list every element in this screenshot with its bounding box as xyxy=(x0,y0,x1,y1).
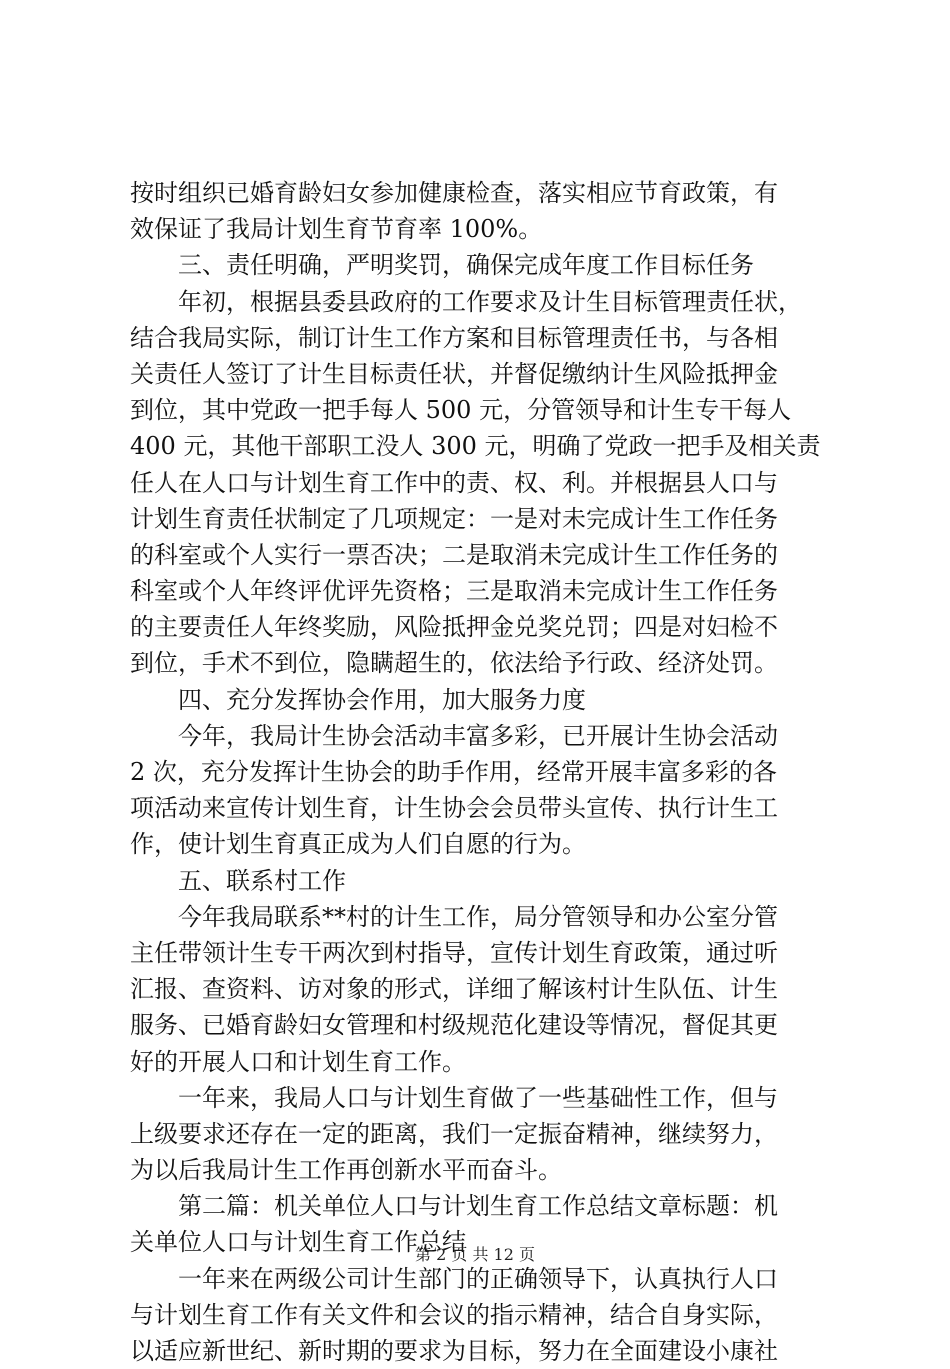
text-line: 的主要责任人年终奖励，风险抵押金兑奖兑罚；四是对妇检不 xyxy=(130,613,778,642)
text-line: 汇报、查资料、访对象的形式，详细了解该村计生队伍、计生 xyxy=(130,975,778,1004)
text-line: 计划生育责任状制定了几项规定：一是对未完成计生工作任务 xyxy=(130,504,778,533)
text-line: 今年，我局计生协会活动丰富多彩，已开展计生协会活动 xyxy=(178,721,778,750)
section-heading: 五、联系村工作 xyxy=(178,866,346,895)
text-line: 2 次，充分发挥计生协会的助手作用，经常开展丰富多彩的各 xyxy=(130,758,777,786)
section-heading: 四、充分发挥协会作用，加大服务力度 xyxy=(178,685,586,714)
text-line: 年初，根据县委县政府的工作要求及计生目标管理责任状， xyxy=(178,287,802,316)
text-line: 效保证了我局计划生育节育率 100%。 xyxy=(130,215,543,244)
text-line: 服务、已婚育龄妇女管理和村级规范化建设等情况，督促其更 xyxy=(130,1011,778,1040)
text-line: 上级要求还存在一定的距离，我们一定振奋精神，继续努力， xyxy=(130,1119,778,1148)
text-line: 到位，手术不到位，隐瞒超生的，依法给予行政、经济处罚。 xyxy=(130,649,778,678)
text-line: 科室或个人年终评优评先资格；三是取消未完成计生工作任务 xyxy=(130,577,778,606)
text-line: 的科室或个人实行一票否决；二是取消未完成计生工作任务的 xyxy=(130,540,778,569)
text-line: 结合我局实际，制订计生工作方案和目标管理责任书，与各相 xyxy=(130,323,778,352)
text-line: 一年来，我局人口与计划生育做了一些基础性工作，但与 xyxy=(178,1083,778,1112)
text-line: 为以后我局计生工作再创新水平而奋斗。 xyxy=(130,1156,562,1185)
section-heading: 三、责任明确，严明奖罚，确保完成年度工作目标任务 xyxy=(178,251,754,280)
text-line: 项活动来宣传计划生育，计生协会会员带头宣传、执行计生工 xyxy=(130,794,778,823)
article-title: 第二篇：机关单位人口与计划生育工作总结文章标题：机 xyxy=(178,1192,778,1221)
text-line: 一年来在两级公司计生部门的正确领导下，认真执行人口 xyxy=(178,1264,778,1293)
article-title: 关单位人口与计划生育工作总结 xyxy=(130,1228,466,1257)
text-line: 与计划生育工作有关文件和会议的指示精神，结合自身实际， xyxy=(130,1300,778,1329)
text-line: 关责任人签订了计生目标责任状，并督促缴纳计生风险抵押金 xyxy=(130,359,778,388)
text-line: 主任带领计生专干两次到村指导，宣传计划生育政策，通过听 xyxy=(130,938,778,967)
text-line: 到位，其中党政一把手每人 500 元，分管领导和计生专干每人 xyxy=(130,396,792,425)
text-line: 作，使计划生育真正成为人们自愿的行为。 xyxy=(130,830,586,859)
text-line: 好的开展人口和计划生育工作。 xyxy=(130,1047,466,1076)
text-line: 以适应新世纪、新时期的要求为目标，努力在全面建设小康社 xyxy=(130,1337,778,1365)
body-text xyxy=(130,175,830,1369)
page-number-footer: 第 2 页 共 12 页 xyxy=(415,1245,535,1264)
text-line: 任人在人口与计划生育工作中的责、权、利。并根据县人口与 xyxy=(130,468,778,497)
text-line: 按时组织已婚育龄妇女参加健康检查，落实相应节育政策，有 xyxy=(130,179,778,207)
text-line: 今年我局联系**村的计生工作，局分管领导和办公室分管 xyxy=(178,902,778,931)
text-line: 400 元，其他干部职工没人 300 元，明确了党政一把手及相关责 xyxy=(130,432,821,461)
